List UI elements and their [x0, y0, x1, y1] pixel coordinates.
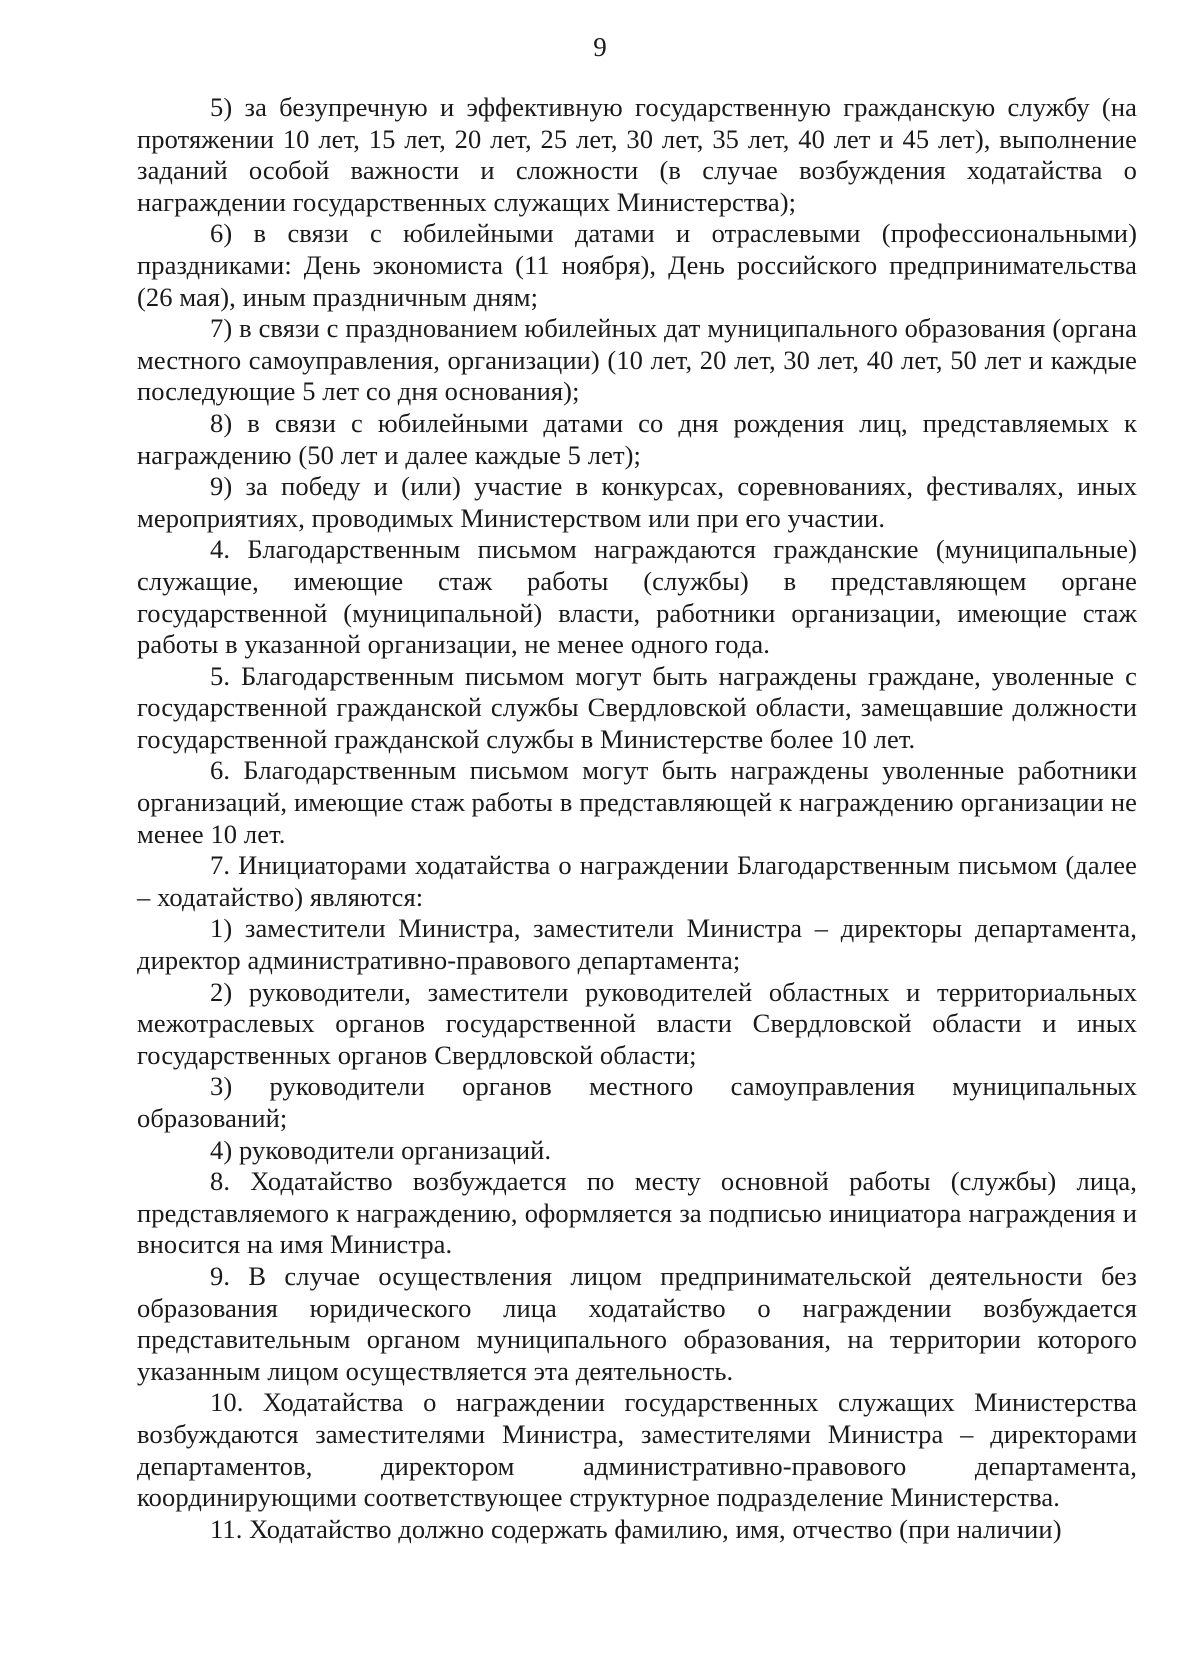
- paragraph-clause-11: 11. Ходатайство должно содержать фамилию, имя, отчество (при наличии): [210, 1513, 1062, 1544]
- paragraph-initiator-4: 4) руководители организаций.: [210, 1134, 552, 1165]
- paragraph-clause-8: 8. Ходатайство возбуждается по месту основной работы (службы) лица, представляемого к награждению, оформляется за подписью инициатора награждения и вносится на имя Министра.: [137, 1166, 1137, 1260]
- paragraph-clause-6: 6. Благодарственным письмом могут быть награждены уволенные работники организаций, имеющие стаж работы в представляющей к награждению организации не менее 10 лет.: [137, 755, 1137, 849]
- paragraph-item-8: 8) в связи с юбилейными датами со дня рождения лиц, представляемых к награждению (50 лет и далее каждые 5 лет);: [137, 407, 1137, 470]
- paragraph-initiator-1: 1) заместители Министра, заместители Министра – директоры департамента, директор административно-правового департамента;: [137, 913, 1137, 976]
- paragraph-initiator-3: 3) руководители органов местного самоуправления муниципальных образований;: [137, 1071, 1137, 1133]
- paragraph-item-7: 7) в связи с празднованием юбилейных дат муниципального образования (органа местного самоуправления, организации) (10 лет, 20 лет, 30 лет, 40 лет, 50 лет и каждые последующие 5 лет со дня основания);: [137, 313, 1137, 407]
- paragraph-initiator-2: 2) руководители, заместители руководителей областных и территориальных межотраслевых органов государственной власти Свердловской области и иных государственных органов Свердловской области;: [137, 976, 1137, 1070]
- page-number: 9: [593, 32, 607, 62]
- paragraph-clause-4: 4. Благодарственным письмом награждаются гражданские (муниципальные) служащие, имеющие стаж работы (службы) в представляющем органе государственной (муниципальной) власти, работники организации, имеющие стаж работы в указанной организации, не менее одного года.: [137, 534, 1137, 660]
- paragraph-item-5: 5) за безупречную и эффективную государственную гражданскую службу (на протяжении 10 лет, 15 лет, 20 лет, 25 лет, 30 лет, 35 лет, 40 лет и 45 лет), выполнение заданий особой важности и сложности (в случае возбуждения ходатайства о награждении государственных служащих Министерства);: [137, 92, 1137, 217]
- paragraph-item-9: 9) за победу и (или) участие в конкурсах, соревнованиях, фестивалях, иных мероприятиях, проводимых Министерством или при его участии.: [137, 471, 1137, 533]
- paragraph-clause-9: 9. В случае осуществления лицом предпринимательской деятельности без образования юридического лица ходатайство о награждении возбуждается представительным органом муниципального образования, на территории которого указанным лицом осуществляется эта деятельность.: [137, 1260, 1137, 1386]
- paragraph-clause-5: 5. Благодарственным письмом могут быть награждены граждане, уволенные с государственной гражданской службы Свердловской области, замещавшие должности государственной гражданской службы в Министерстве более 10 лет.: [137, 660, 1137, 754]
- paragraph-clause-7: 7. Инициаторами ходатайства о награждении Благодарственным письмом (далее – ходатайство) являются:: [137, 850, 1137, 912]
- document-body: [137, 92, 1137, 1545]
- paragraph-item-6: 6) в связи с юбилейными датами и отраслевыми (профессиональными) праздниками: День экономиста (11 ноября), День российского предпринимательства (26 мая), иным праздничным дням;: [137, 218, 1137, 312]
- paragraph-clause-10: 10. Ходатайства о награждении государственных служащих Министерства возбуждаются заместителями Министра, заместителями Министра – директорами департаментов, директором административно-правового департамента, координирующими соответствующее структурное подразделение Министерства.: [137, 1387, 1137, 1513]
